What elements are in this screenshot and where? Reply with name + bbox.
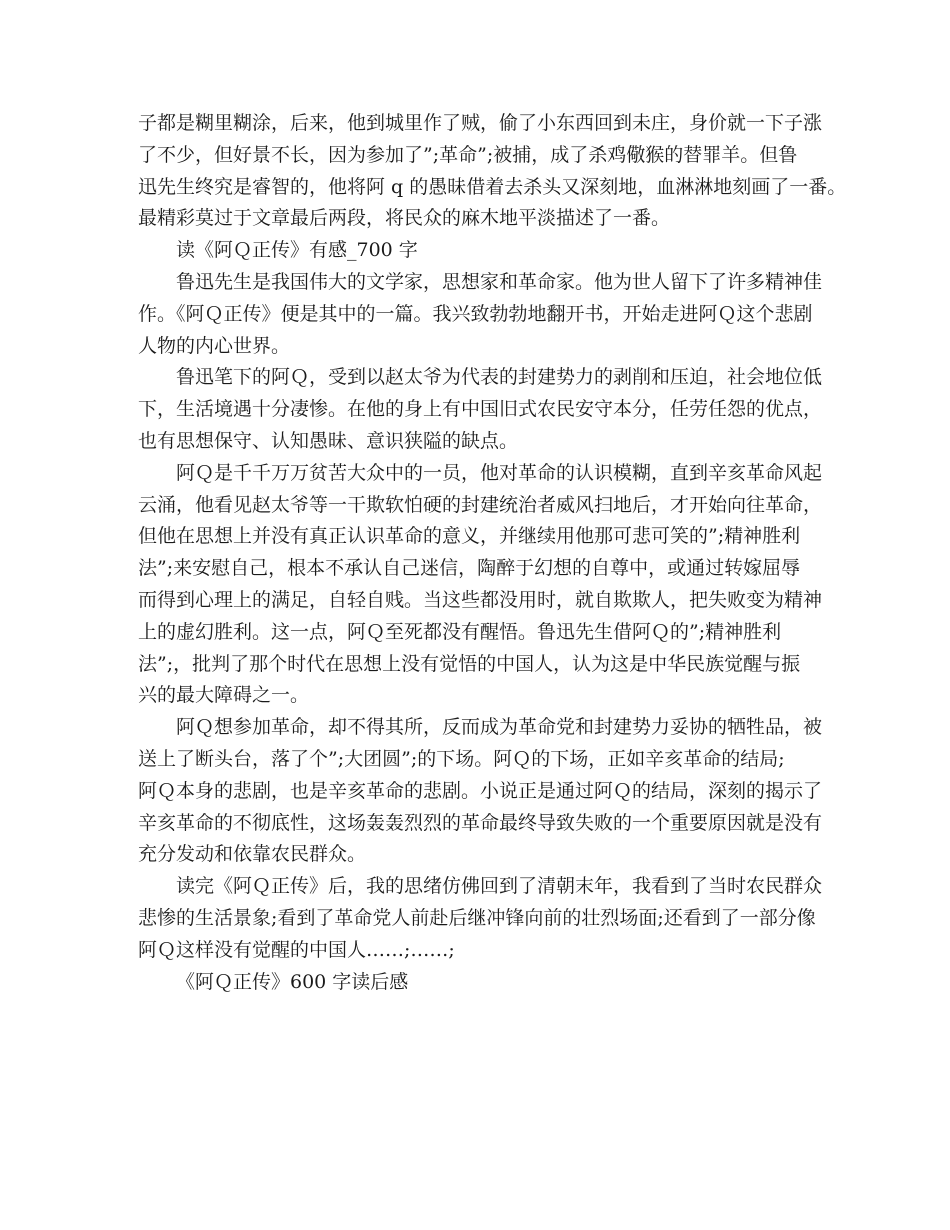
text-line: 最精彩莫过于文章最后两段，将民众的麻木地平淡描述了一番。 [138,207,671,230]
text-line: 迅先生终究是睿智的，他将阿 q 的愚昧借着去杀头又深刻地，血淋淋地刻画了一番。 [138,175,847,198]
text-line: 子都是糊里糊涂，后来，他到城里作了贼，偷了小东西回到未庄，身价就一下子涨 [138,112,823,134]
text-line: 阿Ｑ本身的悲剧，也是辛亥革命的悲剧。小说正是通过阿Ｑ的结局，深刻的揭示了 [138,779,823,802]
paragraph [138,871,946,966]
section-heading [138,235,946,267]
text-line: 法”;，批判了那个时代在思想上没有觉悟的中国人，认为这是中华民族觉醒与振 [138,652,801,675]
text-line: 鲁迅笔下的阿Ｑ，受到以赵太爷为代表的封建势力的剥削和压迫，社会地位低 [176,366,823,389]
text-line: 了不少，但好景不长，因为参加了”;革命”;被捕，成了杀鸡儆猴的替罪羊。但鲁 [138,143,798,166]
text-line: 但他在思想上并没有真正认识革命的意义，并继续用他那可悲可笑的”;精神胜利 [138,525,801,548]
text-line: 也有思想保守、认知愚昧、意识狭隘的缺点。 [138,429,519,452]
paragraph [138,712,946,871]
section-heading [138,967,946,999]
text-line: 读完《阿Ｑ正传》后，我的思绪仿佛回到了清朝末年，我看到了当时农民群众 [176,875,823,898]
paragraph-continuation [138,108,946,235]
text-line: 而得到心理上的满足，自轻自贱。当这些都没用时，就自欺欺人，把失败变为精神 [138,588,823,611]
text-line: 阿Ｑ这样没有觉醒的中国人……;……; [138,938,455,961]
text-line: 悲惨的生活景象;看到了革命党人前赴后继冲锋向前的壮烈场面;还看到了一部分像 [138,906,816,929]
text-line: 阿Ｑ是千千万万贫苦大众中的一员，他对革命的认识模糊，直到辛亥革命风起 [176,461,823,484]
paragraph [138,362,946,457]
paragraph [138,458,946,712]
heading-text: 《阿Ｑ正传》600 字读后感 [176,970,409,993]
text-line: 云涌，他看见赵太爷等一干欺软怕硬的封建统治者威风扫地后，才开始向往革命， [138,493,823,516]
text-line: 送上了断头台，落了个”;大团圆”;的下场。阿Ｑ的下场，正如辛亥革命的结局; [138,747,785,770]
text-line: 阿Ｑ想参加革命，却不得其所，反而成为革命党和封建势力妥协的牺牲品，被 [176,716,823,739]
text-line: 兴的最大障碍之一。 [138,684,310,707]
paragraph [138,267,946,362]
text-line: 人物的内心世界。 [138,334,291,357]
heading-text: 读《阿Ｑ正传》有感_700 字 [176,239,418,262]
text-line: 鲁迅先生是我国伟大的文学家，思想家和革命家。他为世人留下了许多精神佳 [176,270,823,293]
text-line: 下，生活境遇十分凄惨。在他的身上有中国旧式农民安守本分，任劳任怨的优点， [138,398,823,421]
text-line: 上的虚幻胜利。这一点，阿Ｑ至死都没有醒悟。鲁迅先生借阿Ｑ的”;精神胜利 [138,620,782,643]
text-line: 法”;来安慰自己，根本不承认自己迷信，陶醉于幻想的自尊中，或通过转嫁屈辱 [138,557,801,580]
text-line: 辛亥革命的不彻底性，这场轰轰烈烈的革命最终导致失败的一个重要原因就是没有 [138,811,823,834]
text-line: 作。《阿Ｑ正传》便是其中的一篇。我兴致勃勃地翻开书，开始走进阿Ｑ这个悲剧 [138,302,813,325]
text-line: 充分发动和依靠农民群众。 [138,843,367,866]
document-page [138,108,946,998]
